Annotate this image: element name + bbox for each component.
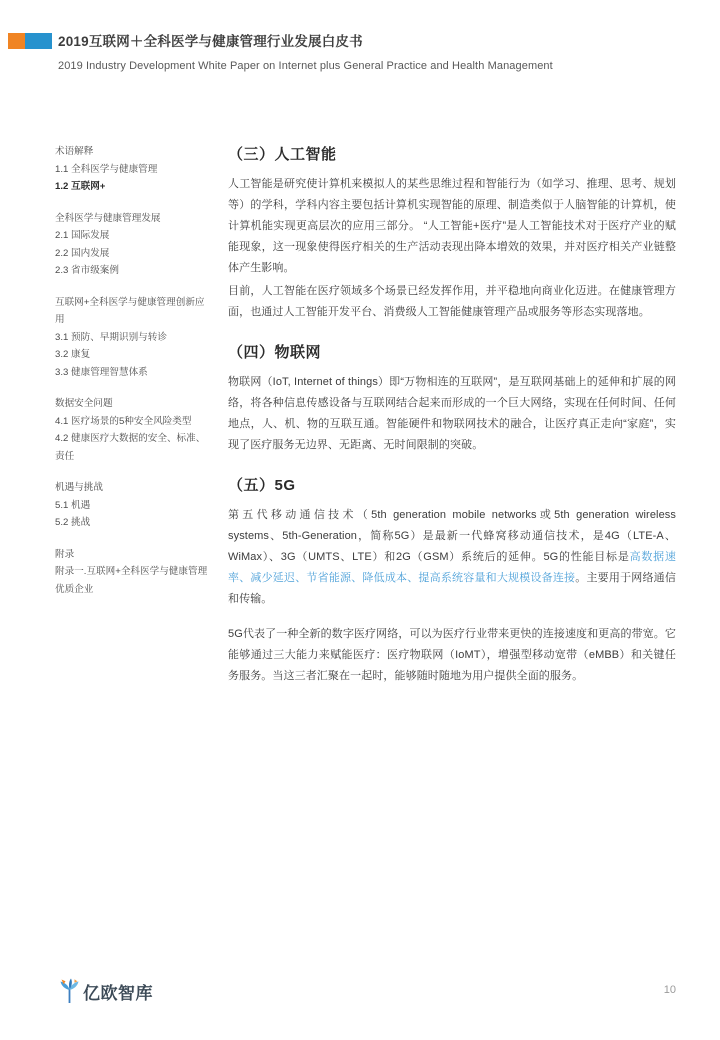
toc-group-heading: 机遇与挑战	[55, 482, 103, 493]
toc-item-3-1[interactable]: 3.1 预防、早期识别与转诊	[55, 331, 167, 343]
plain-text: 。主要用于网络通信和传输。	[228, 572, 676, 605]
section-heading: （三）人工智能	[228, 146, 337, 163]
section-paragraph: 物联网（IoT, Internet of things）即“万物相连的互联网”，是互联网基础上的延伸和扩展的网络，将各种信息传感设备与互联网结合起来而形成的一个巨大网络，实现在任何时间、任何地点，人、机、物的互联互通。智能硬件和物联网技术的融合，让医疗真正走向“家庭”，实现了医疗服务无边界、无距离、无时间限制的突破。	[228, 376, 676, 451]
toc-group	[55, 546, 210, 599]
section-paragraph: 目前，人工智能在医疗领域多个场景已经发挥作用，并平稳地向商业化迈进。在健康管理方面，也通过人工智能开发平台、消费级人工智能健康管理产品或服务等形态实现落地。	[228, 285, 676, 318]
toc-item-5-2[interactable]: 5.2 挑战	[55, 517, 91, 528]
section-heading: （五）5G	[228, 477, 296, 494]
highlighted-text: 高数据速率、减少延迟、节省能源、降低成本、提高系统容量和大规模设备连接	[228, 551, 676, 584]
toc-group	[55, 395, 210, 465]
toc-item-3-2[interactable]: 3.2 康复	[55, 349, 91, 360]
section-paragraph: 人工智能是研究使计算机来模拟人的某些思维过程和智能行为（如学习、推理、思考、规划等）的学科，学科内容主要包括计算机实现智能的原理、制造类似于人脑智能的计算机，使计算机能实现更高层次的应用三部分。 “人工智能+医疗”是人工智能技术对于医疗产业的赋能现象，这一现象使得医疗相关的生产活动表现出降本增效的效果，并对医疗相关产业链整体产生影响。	[228, 178, 676, 274]
header-title-chinese: 2019互联网＋全科医学与健康管理行业发展白皮书	[58, 34, 363, 49]
toc-group-heading: 互联网+全科医学与健康管理创新应用	[55, 296, 205, 325]
brand-logo	[58, 978, 153, 1004]
toc-group	[55, 143, 210, 196]
toc-group-heading: 数据安全问题	[55, 398, 113, 409]
toc-group-heading: 附录	[55, 548, 75, 560]
toc-item-2-1[interactable]: 2.1 国际发展	[55, 230, 110, 241]
section-paragraph-rich	[228, 505, 676, 610]
yiou-leaf-logo-icon	[58, 978, 80, 1004]
toc-item-2-3[interactable]: 2.3 省市级案例	[55, 265, 119, 276]
section-heading: （四）物联网	[228, 344, 322, 361]
header-blue-block-icon	[25, 33, 52, 49]
plain-text: 第五代移动通信技术（5th generation mobile networks或5th generation wireless systems、5th-Generation，简称5G）是最新一代蜂窝移动通信技术，是4G（LTE-A、WiMax）、3G（UMTS、LTE）和2G（GSM）系统后的延伸。5G的性能目标是	[228, 509, 676, 563]
toc-item-1-1[interactable]: 1.1 全科医学与健康管理	[55, 163, 158, 175]
toc-item-3-3[interactable]: 3.3 健康管理智慧体系	[55, 366, 148, 378]
section-internet-of-things	[228, 341, 676, 456]
toc-group-heading: 术语解释	[55, 146, 94, 157]
section-artificial-intelligence	[228, 143, 676, 323]
header-title-english: 2019 Industry Development White Paper on Internet plus General Practice and Health Management	[58, 60, 553, 72]
page-number: 10	[663, 984, 676, 996]
toc-item-2-2[interactable]: 2.2 国内发展	[55, 247, 110, 259]
section-5g	[228, 474, 676, 687]
plain-text: 5G代表了一种全新的数字医疗网络，可以为医疗行业带来更快的连接速度和更高的带宽。它能够通过三大能力来赋能医疗：医疗物联网（IoMT），增强型移动宽带（eMBB）和关键任务服务。当这三者汇聚在一起时，能够随时随地为用户提供全面的服务。	[228, 628, 676, 682]
toc-item-5-1[interactable]: 5.1 机遇	[55, 499, 91, 511]
toc-group-heading: 全科医学与健康管理发展	[55, 212, 161, 224]
toc-group	[55, 294, 210, 382]
sidebar-table-of-contents	[55, 143, 210, 598]
toc-item-4-1[interactable]: 4.1 医疗场景的5种安全风险类型	[55, 415, 192, 427]
toc-item-4-2[interactable]: 4.2 健康医疗大数据的安全、标准、责任	[55, 433, 206, 462]
toc-group	[55, 479, 210, 532]
toc-item-appendix-1[interactable]: 附录一.互联网+全科医学与健康管理优质企业	[55, 566, 208, 595]
brand-name: 亿欧智库	[83, 983, 153, 1003]
main-content	[228, 143, 676, 689]
page-header	[0, 0, 720, 92]
header-color-marks	[8, 33, 52, 49]
header-orange-block-icon	[8, 33, 25, 49]
page-footer	[0, 970, 720, 1040]
toc-group	[55, 210, 210, 280]
section-paragraph-rich	[228, 624, 676, 687]
toc-item-1-2[interactable]: 1.2 互联网+	[55, 181, 106, 192]
